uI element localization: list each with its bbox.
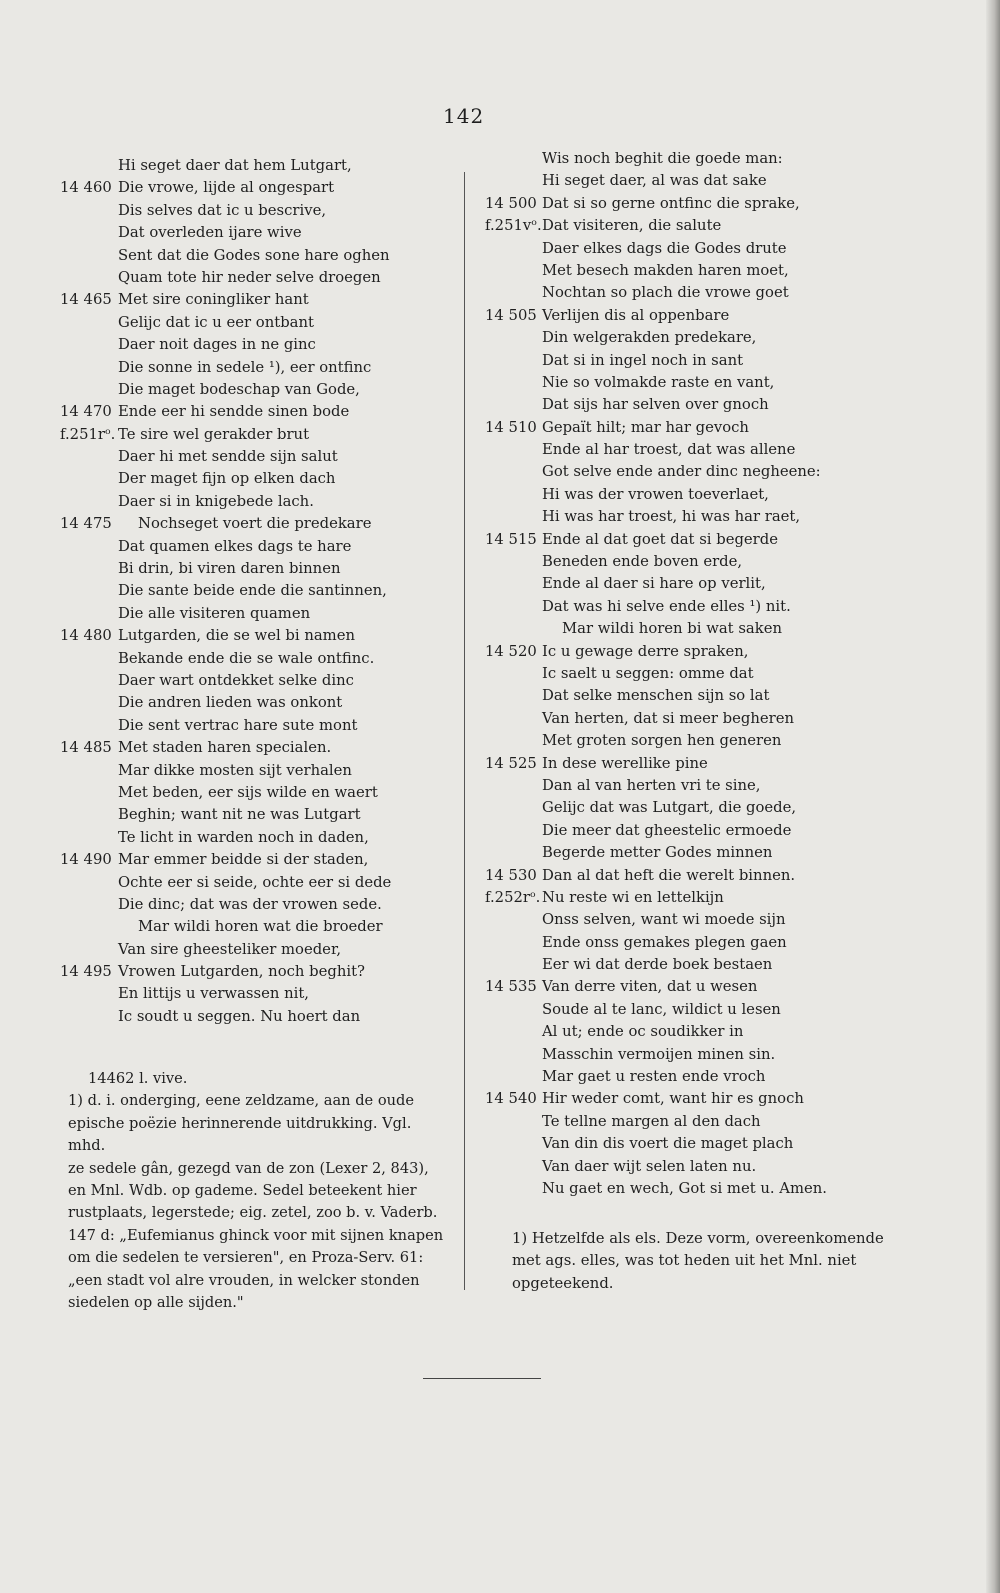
verse-text: En littijs u verwassen nit, (118, 985, 310, 1003)
verse-text: Met besech makden haren moet, (542, 261, 789, 279)
verse-text: Die sonne in sedele ¹), eer ontfinc (118, 358, 372, 376)
verse-text: Ende al har troest, dat was allene (542, 441, 796, 459)
verse-text: Met sire coningliker hant (118, 291, 309, 309)
verse-text: Verlijen dis al oppenbare (542, 306, 730, 324)
footnote-line: „een stadt vol alre vrouden, in welcker stonden (68, 1271, 420, 1289)
verse-text: Die meer dat gheestelic ermoede (542, 821, 792, 839)
line-number: 14 490 (60, 851, 112, 869)
verse-text: Daer si in knigebede lach. (118, 492, 314, 510)
verse-text: Die alle visiteren quamen (118, 604, 311, 622)
left-footnotes (68, 1068, 450, 1314)
line-number: 14 535 (485, 978, 537, 996)
verse-text: Daer elkes dags die Godes drute (542, 239, 787, 257)
line-number: 14 470 (60, 403, 112, 421)
verse-text: Dan al dat heft die werelt binnen. (542, 866, 796, 884)
verse-text: Mar emmer beidde si der staden, (118, 851, 369, 869)
verse-text: Hi was har troest, hi was har raet, (542, 508, 801, 526)
verse-text: Onss selven, want wi moede sijn (542, 911, 786, 929)
line-number: 14 540 (485, 1090, 537, 1108)
verse-text: Gelijc dat was Lutgart, die goede, (542, 799, 797, 817)
verse-text: In dese werellike pine (542, 754, 708, 772)
verse-text: Ochte eer si seide, ochte eer si dede (118, 873, 392, 891)
verse-text: Van din dis voert die maget plach (542, 1135, 794, 1153)
verse-text: Daer hi met sendde sijn salut (118, 448, 338, 466)
verse-text: Eer wi dat derde boek bestaen (542, 956, 773, 974)
verse-text: Van daer wijt selen laten nu. (542, 1157, 757, 1175)
verse-text: Met staden haren specialen. (118, 739, 332, 757)
verse-text: Der maget fijn op elken dach (118, 470, 336, 488)
verse-text: Vrowen Lutgarden, noch beghit? (118, 963, 365, 981)
verse-text: Ic soudt u seggen. Nu hoert dan (118, 1007, 361, 1025)
verse-text: Beneden ende boven erde, (542, 553, 743, 571)
line-number: f.251vᵒ. (485, 217, 542, 235)
verse-text: Mar dikke mosten sijt verhalen (118, 761, 352, 779)
verse-text: Beghin; want nit ne was Lutgart (118, 806, 361, 824)
line-number: 14 525 (485, 754, 537, 772)
verse-text: Wis noch beghit die goede man: (542, 150, 783, 167)
verse-text: Dat was hi selve ende elles ¹) nit. (542, 597, 791, 615)
verse-text: Hir weder comt, want hir es gnoch (542, 1090, 804, 1108)
verse-text: Ende al daer si hare op verlit, (542, 575, 766, 593)
verse-text: Die andren lieden was onkont (118, 694, 343, 712)
footnote-line: met ags. elles, was tot heden uit het Mnl. niet (512, 1252, 857, 1270)
page-edge-shadow (986, 0, 1000, 1593)
verse-text: Soude al te lanc, wildict u lesen (542, 1000, 781, 1018)
footnote-line: epische poëzie herinnerende uitdrukking. Vgl. mhd. (68, 1114, 412, 1155)
line-number: 14 520 (485, 642, 537, 660)
footnote-line: 1) Hetzelfde als els. Deze vorm, overeenkomende (512, 1230, 884, 1247)
verse-text: Ende onss gemakes plegen gaen (542, 933, 787, 951)
verse-text: Van sire gheesteliker moeder, (118, 940, 342, 958)
verse-text: Nochseget voert die predekare (138, 515, 372, 533)
verse-text: Mar wildi horen bi wat saken (562, 620, 783, 638)
verse-text: Masschin vermoijen minen sin. (542, 1045, 776, 1063)
verse-text: Hi seget daer dat hem Lutgart, (118, 157, 352, 174)
verse-text: Dat overleden ijare wive (118, 224, 302, 242)
verse-text: Got selve ende ander dinc negheene: (542, 463, 821, 481)
verse-text: Bekande ende die se wale ontfinc. (118, 649, 375, 667)
footnote-line: om die sedelen te versieren", en Proza-Serv. 61: (68, 1249, 424, 1267)
verse-text: Gelijc dat ic u eer ontbant (118, 313, 314, 331)
verse-text: Hi seget daer, al was dat sake (542, 172, 767, 190)
footnote-line: 1) d. i. onderging, eene zeldzame, aan de oude (68, 1092, 414, 1110)
line-number: 14 500 (485, 194, 537, 212)
footnote-line: rustplaats, legerstede; eig. zetel, zoo b. v. Vaderb. (68, 1204, 438, 1222)
verse-text: Nie so volmakde raste en vant, (542, 373, 775, 391)
page-number: 142 (443, 104, 485, 128)
verse-text: Dat quamen elkes dags te hare (118, 537, 352, 555)
right-footnotes (500, 1228, 890, 1295)
verse-text: Bi drin, bi viren daren binnen (118, 560, 341, 578)
verse-text: Ic saelt u seggen: omme dat (542, 664, 754, 682)
verse-text: Die sante beide ende die santinnen, (118, 582, 387, 600)
footnote-line: opgeteekend. (512, 1274, 614, 1292)
verse-text: Lutgarden, die se wel bi namen (118, 627, 355, 645)
verse-text: Hi was der vrowen toeverlaet, (542, 485, 769, 503)
verse-text: Ic u gewage derre spraken, (542, 642, 749, 660)
verse-text: Nochtan so plach die vrowe goet (542, 284, 789, 302)
verse-text: Die maget bodeschap van Gode, (118, 380, 360, 398)
verse-text: Nu gaet en wech, Got si met u. Amen. (542, 1179, 828, 1197)
verse-text: Te tellne margen al den dach (542, 1112, 761, 1130)
verse-text: Te sire wel gerakder brut (118, 425, 310, 443)
verse-text: Van derre viten, dat u wesen (542, 978, 758, 996)
line-number: 14 475 (60, 515, 112, 533)
verse-text: Dat si so gerne ontfinc die sprake, (542, 194, 800, 212)
verse-text: Ende al dat goet dat si begerde (542, 530, 778, 548)
verse-text: Al ut; ende oc soudikker in (542, 1023, 744, 1041)
verse-text: Die sent vertrac hare sute mont (118, 716, 358, 734)
verse-text: Die dinc; dat was der vrowen sede. (118, 895, 382, 913)
verse-text: Met groten sorgen hen generen (542, 732, 782, 750)
verse-text: Gepaït hilt; mar har gevoch (542, 418, 749, 436)
verse-text: Mar wildi horen wat die broeder (138, 918, 383, 936)
line-number: 14 505 (485, 306, 537, 324)
line-number: 14 460 (60, 179, 112, 197)
verse-text: Dis selves dat ic u bescrive, (118, 201, 327, 219)
line-number: 14 485 (60, 739, 112, 757)
line-number: f.252rᵒ. (485, 888, 541, 906)
verse-text: Die vrowe, lijde al ongespart (118, 179, 335, 197)
verse-text: Dat sijs har selven over gnoch (542, 396, 769, 414)
verse-text: Daer wart ontdekket selke dinc (118, 671, 354, 689)
verse-text: Sent dat die Godes sone hare oghen (118, 246, 390, 264)
verse-text: Begerde metter Godes minnen (542, 844, 773, 862)
verse-text: Mar gaet u resten ende vroch (542, 1068, 766, 1086)
verse-text: Dat visiteren, die salute (542, 217, 722, 235)
verse-text: Din welgerakden predekare, (542, 329, 757, 347)
line-number: 14 530 (485, 866, 537, 884)
verse-text: Dat selke menschen sijn so lat (542, 687, 770, 705)
verse-text: Dan al van herten vri te sine, (542, 776, 761, 794)
variant-reading: 14462 l. vive. (88, 1070, 188, 1087)
verse-text: Dat si in ingel noch in sant (542, 351, 744, 369)
verse-text: Te licht in warden noch in daden, (118, 828, 369, 846)
verse-text: Daer noit dages in ne ginc (118, 336, 316, 354)
footnote-line: en Mnl. Wdb. op gademe. Sedel beteekent hier (68, 1182, 417, 1200)
end-rule (423, 1378, 541, 1379)
verse-text: Ende eer hi sendde sinen bode (118, 403, 350, 421)
verse-text: Van herten, dat si meer begheren (542, 709, 795, 727)
line-number: 14 515 (485, 530, 537, 548)
line-number: f.251rᵒ. (60, 425, 116, 443)
line-number: 14 465 (60, 291, 112, 309)
footnote-line: ze sedele gân, gezegd van de zon (Lexer 2, 843), (68, 1159, 429, 1177)
line-number: 14 480 (60, 627, 112, 645)
column-divider (464, 172, 465, 1290)
verse-text: Nu reste wi en lettelkijn (542, 888, 724, 906)
line-number: 14 510 (485, 418, 537, 436)
footnote-line: siedelen op alle sijden." (68, 1294, 244, 1312)
verse-text: Quam tote hir neder selve droegen (118, 268, 381, 286)
verse-text: Met beden, eer sijs wilde en waert (118, 783, 378, 801)
footnote-line: 147 d: „Eufemianus ghinck voor mit sijnen knapen (68, 1226, 444, 1244)
line-number: 14 495 (60, 963, 112, 981)
